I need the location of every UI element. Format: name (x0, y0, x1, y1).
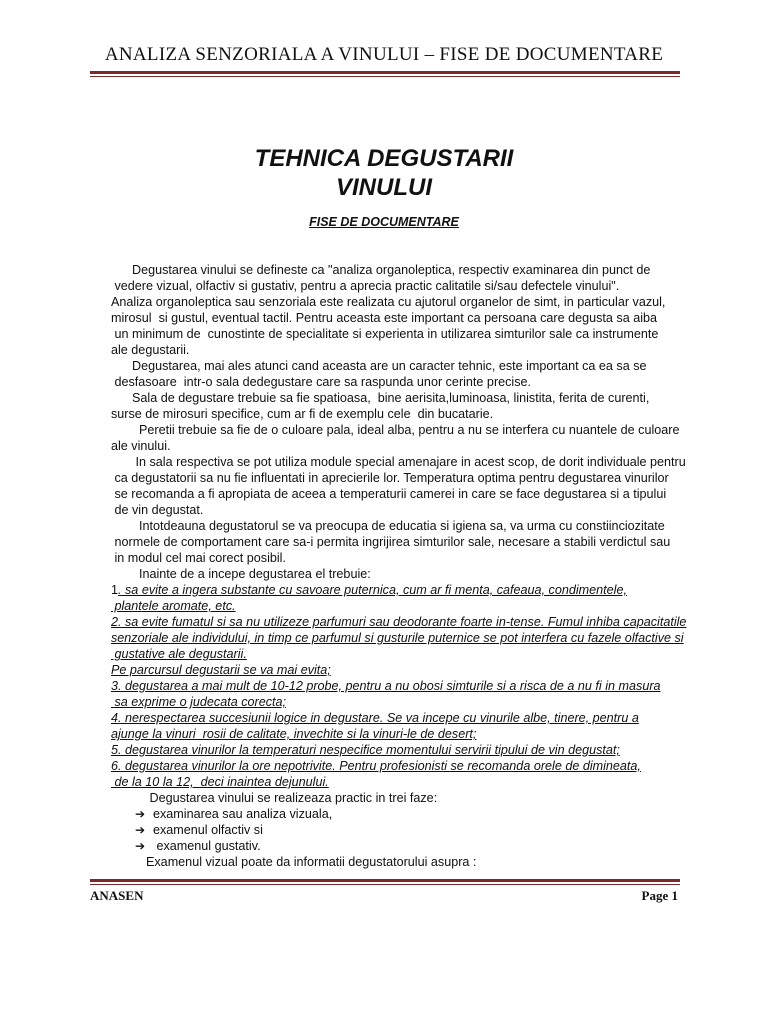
running-header: ANALIZA SENZORIALA A VINULUI – FISE DE DOCUMENTARE (104, 44, 664, 65)
body-line: Degustarea, mai ales atunci cand aceasta are un caracter tehnic, este important ca ea sa se (111, 359, 647, 373)
document-title-line-2: VINULUI (336, 174, 432, 201)
body-line: mirosul si gustul, eventual tactil. Pentru aceasta este important ca persoana care degusta sa aiba (111, 311, 658, 325)
body-line: Intotdeauna degustatorul se va preocupa de educatia si igiena sa, va urma cu constiinciozitate (111, 519, 665, 533)
phase-label: examenul gustativ. (153, 839, 261, 853)
underlined-line: plantele aromate, etc. (111, 599, 236, 613)
body-line: de vin degustat. (111, 503, 204, 517)
underlined-line: 2. sa evite fumatul si sa nu utilizeze parfumuri sau deodorante foarte in-tense. Fumul inhiba capacitatile (111, 615, 687, 629)
body-line: Peretii trebuie sa fie de o culoare pala, ideal alba, pentru a nu se interfera cu nuantele de culoare (111, 423, 680, 437)
body-line: se recomanda a fi apropiata de aceea a temperaturii camerei in care se face degustarea si a tipului (111, 487, 667, 501)
page-number: Page 1 (641, 888, 678, 903)
body-line: desfasoare intr-o sala dedegustare care sa raspunda unor cerinte precise. (111, 375, 532, 389)
underlined-line: 3. degustarea a mai mult de 10-12 probe, pentru a nu obosi simturile si a risca de a nu fi in masura (111, 679, 661, 693)
underlined-line: . sa evite a ingera substante cu savoare puternica, cum ar fi menta, cafeaua, condimentele, (118, 583, 627, 597)
body-line: Degustarea vinului se defineste ca "analiza organoleptica, respectiv examinarea din punct de (111, 263, 651, 277)
footer-rule (90, 879, 680, 882)
phase-item (111, 838, 747, 854)
document-subtitle: FISE DE DOCUMENTARE (309, 215, 459, 229)
header-rule-thin (90, 76, 680, 77)
phase-item (111, 822, 747, 838)
footer-label: ANASEN (90, 888, 144, 903)
arrow-right-icon: ➔ (135, 807, 146, 821)
closing-line: Examenul vizual poate da informatii degustatorului asupra : (111, 855, 477, 869)
phase-label: examinarea sau analiza vizuala, (153, 807, 333, 821)
list-item-number: 1 (111, 583, 119, 597)
arrow-right-icon: ➔ (135, 823, 146, 837)
underlined-line: ajunge la vinuri rosii de calitate, invechite si la vinuri-le de desert; (111, 727, 477, 741)
underlined-line: sa exprime o judecata corecta; (111, 695, 287, 709)
underlined-line: 4. nerespectarea succesiunii logice in degustare. Se va incepe cu vinurile albe, tinere, pentru a (111, 711, 639, 725)
list-item-1 (111, 582, 747, 598)
body-line: ale vinului. (111, 439, 171, 453)
document-title-line-1: TEHNICA DEGUSTARII (254, 145, 514, 172)
body-line: in modul cel mai corect posibil. (111, 551, 286, 565)
phases-intro: Degustarea vinului se realizeaza practic in trei faze: (111, 791, 438, 805)
body-line: surse de mirosuri specifice, cum ar fi de exemplu cele din bucatarie. (111, 407, 494, 421)
underlined-line: Pe parcursul degustarii se va mai evita; (111, 663, 331, 677)
body-line: vedere vizual, olfactiv si gustativ, pentru a aprecia practic calitatile si/sau defectele vinului". (111, 279, 620, 293)
body-line: Analiza organoleptica sau senzoriala este realizata cu ajutorul organelor de simt, in particular vazul, (111, 295, 666, 309)
body-line: In sala respectiva se pot utiliza module special amenajare in acest scop, de dorit individuale pentru (111, 455, 686, 469)
body-line: ale degustarii. (111, 343, 190, 357)
phase-label: examenul olfactiv si (153, 823, 263, 837)
underlined-line: senzoriale ale individului, in timp ce parfumul si gusturile puternice se pot interfera cu fazele olfactive si (111, 631, 684, 645)
underlined-line: gustative ale degustarii. (111, 647, 247, 661)
underlined-line: de la 10 la 12, deci inaintea dejunului. (111, 775, 329, 789)
footer-rule-thin (90, 884, 680, 885)
body-line: normele de comportament care sa-i permita ingrijirea simturilor sale, necesare a stabili verdictul sau (111, 535, 671, 549)
underlined-line: 6. degustarea vinurilor la ore nepotrivite. Pentru profesionisti se recomanda orele de dimineata, (111, 759, 641, 773)
body-line: un minimum de cunostinte de specialitate si experienta in utilizarea simturilor sale ca instrumente (111, 327, 659, 341)
body-line: ca degustatorii sa nu fie influentati in aprecierile lor. Temperatura optima pentru degustarea vinurilor (111, 471, 669, 485)
header-rule (90, 71, 680, 74)
body-line: Sala de degustare trebuie sa fie spatioasa, bine aerisita,luminoasa, linistita, ferita de curenti, (111, 391, 650, 405)
arrow-right-icon: ➔ (135, 839, 146, 853)
phase-item (111, 806, 747, 822)
underlined-line: 5. degustarea vinurilor la temperaturi nespecifice momentului servirii tipului de vin degustat; (111, 743, 620, 757)
document-body (111, 262, 747, 870)
body-line: Inainte de a incepe degustarea el trebuie: (111, 567, 371, 581)
